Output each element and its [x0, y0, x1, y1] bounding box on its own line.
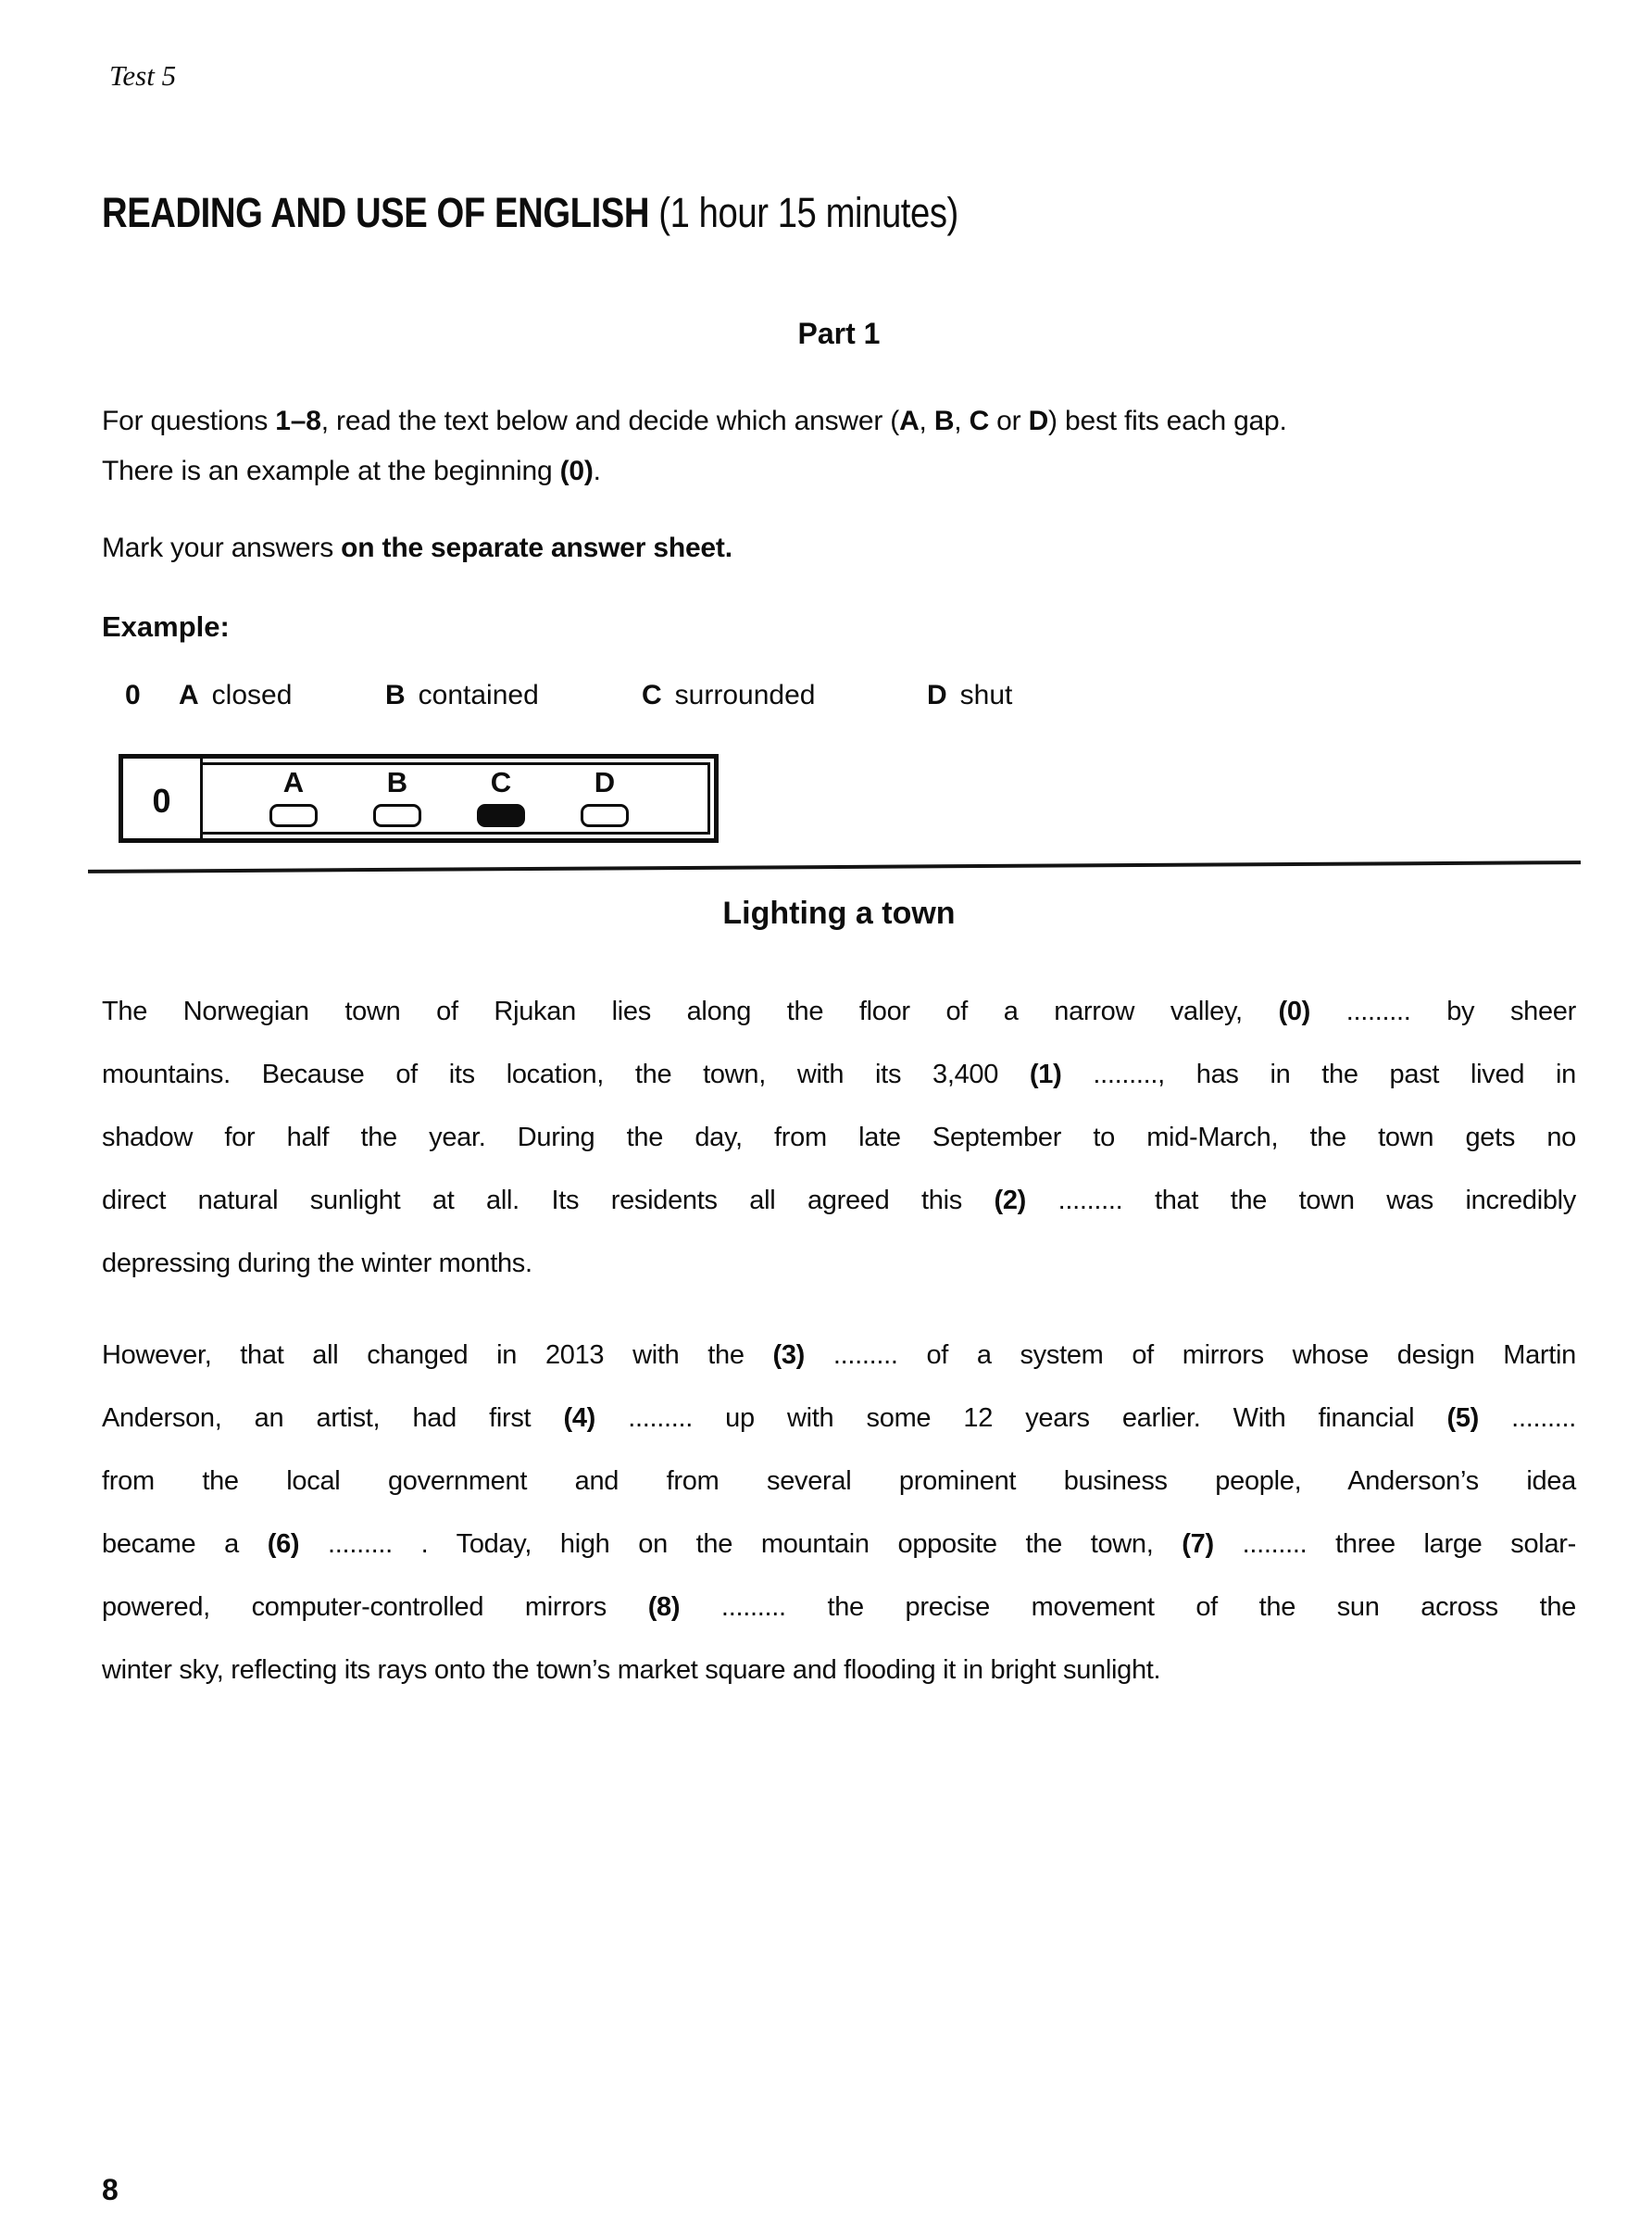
example-option-c [642, 677, 815, 714]
passage-title: Lighting a town [722, 896, 956, 931]
passage-text: depressing during the winter months. [102, 1249, 532, 1278]
passage-text: ......... three large solar- [1213, 1529, 1576, 1559]
gap-marker-5: (5) [1446, 1403, 1480, 1433]
gap-marker-8: (8) [647, 1592, 681, 1622]
passage-text: ......... of a system of mirrors whose design Martin [805, 1340, 1576, 1370]
gap-marker-3: (3) [772, 1340, 806, 1370]
answer-grid [119, 754, 719, 843]
part-label: Part 1 [797, 317, 881, 350]
instruction-text: or [989, 406, 1029, 436]
passage-line [102, 1450, 1576, 1513]
option-word: shut [959, 680, 1013, 710]
choice-letter: C [490, 766, 512, 798]
option-letter: C [642, 680, 662, 710]
gap-marker-1: (1) [1029, 1060, 1062, 1089]
instruction-text: , [954, 406, 970, 436]
passage-text: ......... up with some 12 years earlier. With financial [595, 1403, 1447, 1433]
instructions [102, 396, 1583, 496]
passage-line [102, 1043, 1576, 1106]
answer-sheet-emphasis: on the separate answer sheet. [341, 533, 732, 563]
choice-letter: B [386, 766, 408, 798]
example-option-a [179, 677, 292, 714]
option-word: surrounded [674, 680, 816, 710]
passage-paragraph-2 [102, 1324, 1576, 1702]
example-number: 0 [125, 680, 141, 710]
example-options-row [102, 677, 1583, 716]
instruction-text: For questions [102, 406, 276, 436]
passage-text: from the local government and from several prominent business people, Anderson’s idea [102, 1466, 1576, 1496]
section-divider [88, 860, 1581, 873]
gap-marker-0: (0) [1278, 997, 1311, 1026]
passage-line [102, 1576, 1576, 1639]
instruction-text: Mark your answers [102, 533, 342, 563]
gap-marker-7: (7) [1182, 1529, 1214, 1559]
example-ref: (0) [559, 456, 594, 486]
gap-marker-6: (6) [267, 1529, 300, 1559]
passage-line [102, 980, 1576, 1043]
instruction-text: . [593, 456, 601, 486]
passage-text: ......... [1479, 1403, 1576, 1433]
choice-bubble [477, 804, 525, 827]
exam-title-main: READING AND USE OF ENGLISH [102, 189, 650, 236]
passage-line [102, 1232, 1576, 1295]
page-number: 8 [102, 2173, 119, 2206]
option-letter-ref: D [1028, 406, 1049, 436]
passage-text: ........., has in the past lived in [1061, 1060, 1576, 1089]
passage-text: became a [102, 1529, 268, 1559]
answer-choice-column-b [369, 766, 425, 827]
option-word: closed [211, 680, 293, 710]
passage-text: ......... . Today, high on the mountain opposite the town, [299, 1529, 1183, 1559]
passage-text: ......... by sheer [1310, 997, 1576, 1026]
gap-marker-4: (4) [563, 1403, 596, 1433]
passage-line [102, 1387, 1576, 1450]
choice-bubble [581, 804, 629, 827]
passage-text: ......... the precise movement of the sun across the [680, 1592, 1576, 1622]
passage-line [102, 1106, 1576, 1169]
passage-paragraph-1 [102, 980, 1576, 1295]
example-label: Example: [102, 610, 230, 643]
answer-choice-column-c [473, 766, 529, 827]
exam-title [102, 188, 958, 238]
answer-grid-choices [203, 762, 710, 835]
test-label: Test 5 [109, 59, 177, 92]
passage-text: powered, computer-controlled mirrors [102, 1592, 648, 1622]
passage-text: winter sky, reflecting its rays onto the town’s market square and flooding it in bright sunlight. [102, 1655, 1161, 1685]
option-letter-ref: A [899, 406, 920, 436]
instruction-text: , read the text below and decide which answer ( [320, 406, 900, 436]
question-range: 1–8 [275, 406, 321, 436]
passage-text: direct natural sunlight at all. Its residents all agreed this [102, 1186, 995, 1215]
instruction-text: ) best fits each gap. [1048, 406, 1287, 436]
option-letter-ref: B [933, 406, 955, 436]
example-option-b [385, 677, 539, 714]
passage-text: The Norwegian town of Rjukan lies along the floor of a narrow valley, [102, 997, 1279, 1026]
option-letter: D [927, 680, 947, 710]
option-letter: A [179, 680, 199, 710]
instructions-line-2 [102, 446, 1583, 496]
option-letter: B [385, 680, 406, 710]
exam-title-duration: (1 hour 15 minutes) [649, 189, 958, 236]
gap-marker-2: (2) [994, 1186, 1027, 1215]
passage-text: shadow for half the year. During the day, from late September to mid-March, the town gets no [102, 1123, 1576, 1152]
passage-line [102, 1513, 1576, 1576]
choice-bubble [269, 804, 318, 827]
choice-letter: A [282, 766, 305, 798]
passage-text: mountains. Because of its location, the town, with its 3,400 [102, 1060, 1030, 1089]
answer-choice-column-d [577, 766, 632, 827]
instruction-text: There is an example at the beginning [102, 456, 560, 486]
option-letter-ref: C [969, 406, 990, 436]
answer-grid-number: 0 [123, 759, 203, 838]
passage-text: However, that all changed in 2013 with the [102, 1340, 773, 1370]
passage-text: Anderson, an artist, had first [102, 1403, 564, 1433]
mark-instruction [102, 530, 1583, 567]
passage-line [102, 1324, 1576, 1387]
choice-letter: D [594, 766, 616, 798]
passage-text: ......... that the town was incredibly [1026, 1186, 1577, 1215]
passage-line [102, 1169, 1576, 1232]
option-word: contained [418, 680, 539, 710]
passage-line [102, 1639, 1576, 1702]
choice-bubble [373, 804, 421, 827]
example-option-d [927, 677, 1012, 714]
instructions-line-1 [102, 396, 1583, 446]
instruction-text: , [919, 406, 934, 436]
answer-choice-column-a [266, 766, 321, 827]
